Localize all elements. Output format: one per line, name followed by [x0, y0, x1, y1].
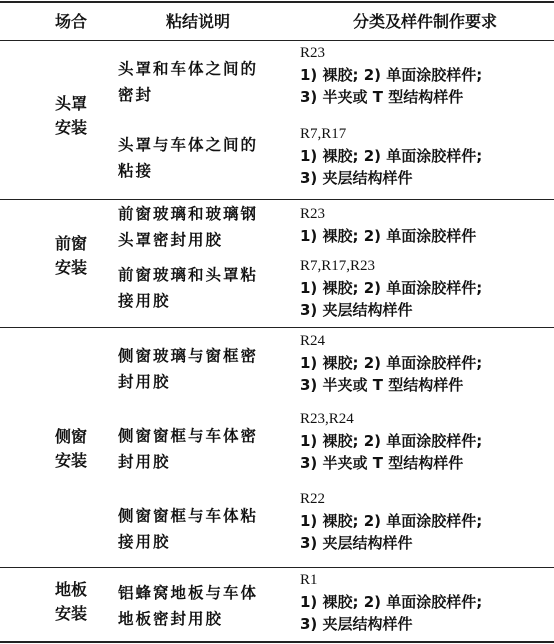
desc-line: 头罩密封用胶: [118, 231, 224, 249]
desc-line: 侧窗窗框与车体粘: [118, 507, 259, 525]
group-divider: [0, 199, 554, 200]
requirement-line: 1) 裸胶; 2) 单面涂胶样件;: [300, 279, 483, 297]
scene-label: [40, 578, 102, 626]
bond-description: [118, 201, 278, 253]
scene-label-line: 头罩: [54, 94, 87, 113]
standard-code: R7,R17,R23: [300, 258, 376, 274]
scene-label: [40, 92, 102, 140]
scene-label: [40, 425, 102, 473]
standard-code: R23: [300, 206, 326, 222]
header-description: 粘结说明: [165, 12, 230, 31]
standard-code: R1: [300, 572, 318, 588]
requirement-line: 1) 裸胶; 2) 单面涂胶样件;: [300, 593, 483, 611]
standard-code: R24: [300, 333, 326, 349]
requirement-line: 3) 夹层结构样件: [300, 615, 413, 633]
requirements: [300, 569, 554, 635]
requirement-line: 1) 裸胶; 2) 单面涂胶样件;: [300, 66, 483, 84]
requirement-line: 3) 夹层结构样件: [300, 169, 413, 187]
group-divider: [0, 327, 554, 328]
desc-line: 铝蜂窝地板与车体: [118, 584, 259, 602]
desc-line: 接用胶: [118, 292, 171, 310]
requirements: [300, 408, 554, 474]
requirement-line: 1) 裸胶; 2) 单面涂胶样件: [300, 227, 477, 245]
requirements: [300, 330, 554, 396]
bond-description: [118, 580, 278, 632]
desc-line: 头罩和车体之间的: [118, 60, 259, 78]
requirement-line: 3) 夹层结构样件: [300, 534, 413, 552]
requirements: [300, 203, 554, 247]
desc-line: 密封: [118, 86, 154, 104]
desc-line: 地板密封用胶: [118, 610, 224, 628]
scene-label-line: 前窗: [54, 234, 87, 253]
requirement-line: 1) 裸胶; 2) 单面涂胶样件;: [300, 432, 483, 450]
standard-code: R7,R17: [300, 126, 347, 142]
desc-line: 侧窗玻璃与窗框密: [118, 347, 259, 365]
scene-label-line: 地板: [54, 580, 87, 599]
requirement-line: 3) 夹层结构样件: [300, 301, 413, 319]
bond-description: [118, 56, 278, 108]
scene-label-line: 侧窗: [54, 427, 87, 446]
scene-label-line: 安装: [54, 451, 87, 470]
bond-description: [118, 132, 278, 184]
requirement-line: 3) 半夹或 T 型结构样件: [300, 454, 464, 472]
group-divider: [0, 567, 554, 568]
desc-line: 前窗玻璃和头罩粘: [118, 266, 259, 284]
header-bottom-rule: [0, 40, 554, 41]
standard-code: R23,R24: [300, 411, 354, 427]
desc-line: 前窗玻璃和玻璃钢: [118, 205, 259, 223]
desc-line: 接用胶: [118, 533, 171, 551]
requirement-line: 1) 裸胶; 2) 单面涂胶样件;: [300, 147, 483, 165]
requirement-line: 1) 裸胶; 2) 单面涂胶样件;: [300, 354, 483, 372]
bond-description: [118, 423, 278, 475]
requirements: [300, 488, 554, 554]
desc-line: 粘接: [118, 162, 154, 180]
header-scene: 场合: [54, 12, 87, 31]
bond-description: [118, 503, 278, 555]
requirement-line: 1) 裸胶; 2) 单面涂胶样件;: [300, 512, 483, 530]
desc-line: 侧窗窗框与车体密: [118, 427, 259, 445]
table-top-rule: [0, 1, 554, 3]
desc-line: 封用胶: [118, 373, 171, 391]
requirements: [300, 42, 554, 108]
desc-line: 封用胶: [118, 453, 171, 471]
bond-description: [118, 343, 278, 395]
scene-label-line: 安装: [54, 604, 87, 623]
scene-label-line: 安装: [54, 118, 87, 137]
requirements: [300, 255, 554, 321]
scene-label-line: 安装: [54, 258, 87, 277]
standard-code: R22: [300, 491, 326, 507]
header-requirements: 分类及样件制作要求: [352, 12, 497, 31]
desc-line: 头罩与车体之间的: [118, 136, 259, 154]
scene-label: [40, 232, 102, 280]
requirement-line: 3) 半夹或 T 型结构样件: [300, 376, 464, 394]
standard-code: R23: [300, 45, 326, 61]
table-bottom-rule: [0, 641, 554, 643]
requirement-line: 3) 半夹或 T 型结构样件: [300, 88, 464, 106]
bond-description: [118, 262, 278, 314]
requirements: [300, 123, 554, 189]
